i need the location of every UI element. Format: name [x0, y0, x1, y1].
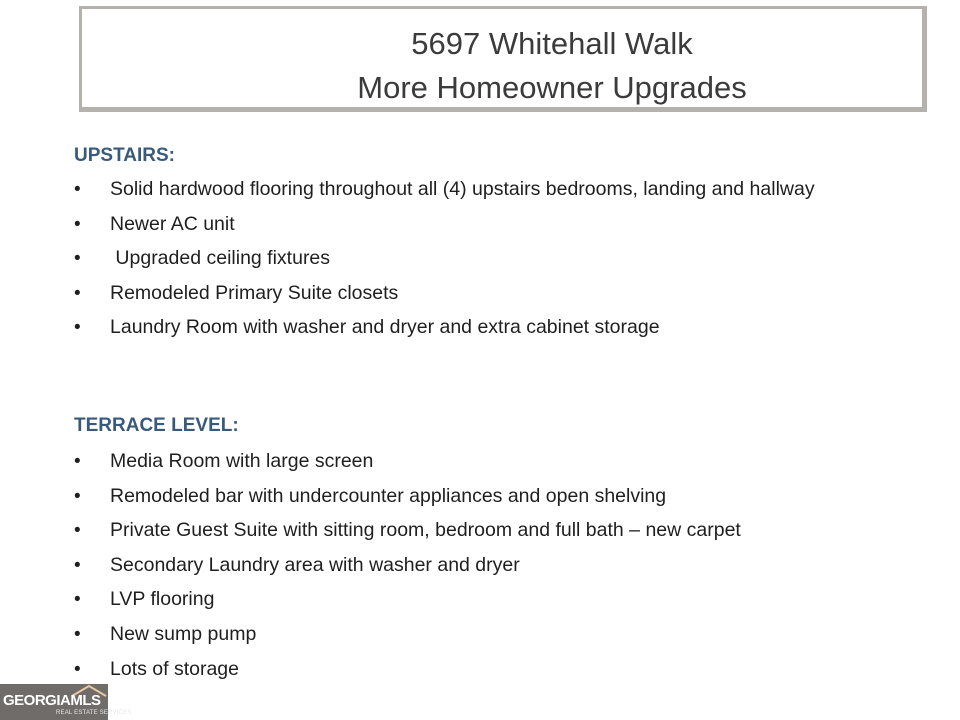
upstairs-list	[74, 175, 874, 348]
list-item	[74, 620, 874, 649]
list-item	[74, 516, 874, 545]
list-item-text: Remodeled bar with undercounter appliances and open shelving	[110, 484, 667, 507]
list-item	[74, 585, 874, 614]
bullet-icon: •	[74, 179, 81, 200]
list-item-text: Secondary Laundry area with washer and dryer	[110, 553, 520, 576]
bullet-icon: •	[74, 213, 81, 235]
list-item-text: Newer AC unit	[110, 212, 235, 235]
section-heading-terrace-level: TERRACE LEVEL:	[74, 415, 239, 436]
list-item-text: Solid hardwood flooring throughout all (4) upstairs bedrooms, landing and hallway	[110, 178, 815, 200]
page-title: 5697 Whitehall Walk	[411, 26, 693, 61]
section-heading-upstairs: UPSTAIRS:	[74, 145, 175, 166]
list-item-text: Remodeled Primary Suite closets	[110, 281, 399, 304]
bullet-icon: •	[74, 248, 81, 270]
list-item-text: Media Room with large screen	[110, 450, 374, 472]
bullet-icon: •	[74, 554, 81, 576]
bullet-icon: •	[74, 520, 81, 542]
terrace-level-list	[74, 447, 874, 689]
list-item	[74, 210, 874, 239]
list-item	[74, 447, 874, 476]
list-item-text: Lots of storage	[110, 657, 239, 680]
logo-tagline: REAL ESTATE SERVICES	[56, 710, 132, 716]
bullet-icon: •	[74, 317, 81, 339]
list-item	[74, 482, 874, 511]
list-item	[74, 244, 874, 273]
bullet-icon: •	[74, 658, 81, 680]
list-item	[74, 279, 874, 308]
list-item-text: LVP flooring	[110, 588, 215, 611]
page-subtitle: More Homeowner Upgrades	[357, 70, 747, 105]
list-item-text: Upgraded ceiling fixtures	[110, 247, 331, 270]
georgia-mls-logo	[0, 684, 132, 720]
bullet-icon: •	[74, 589, 81, 611]
bullet-icon: •	[74, 623, 81, 645]
list-item	[74, 313, 874, 342]
list-item-text: New sump pump	[110, 622, 257, 645]
bullet-icon: •	[74, 282, 81, 304]
title-box	[79, 6, 927, 112]
list-item-text: Laundry Room with washer and dryer and extra cabinet storage	[110, 316, 660, 339]
list-item	[74, 655, 874, 684]
bullet-icon: •	[74, 485, 81, 507]
list-item	[74, 551, 874, 580]
bullet-icon: •	[74, 451, 81, 472]
list-item	[74, 175, 874, 204]
logo-wordmark: GEORGIAMLS	[3, 692, 101, 709]
list-item-text: Private Guest Suite with sitting room, bedroom and full bath – new carpet	[110, 519, 741, 542]
